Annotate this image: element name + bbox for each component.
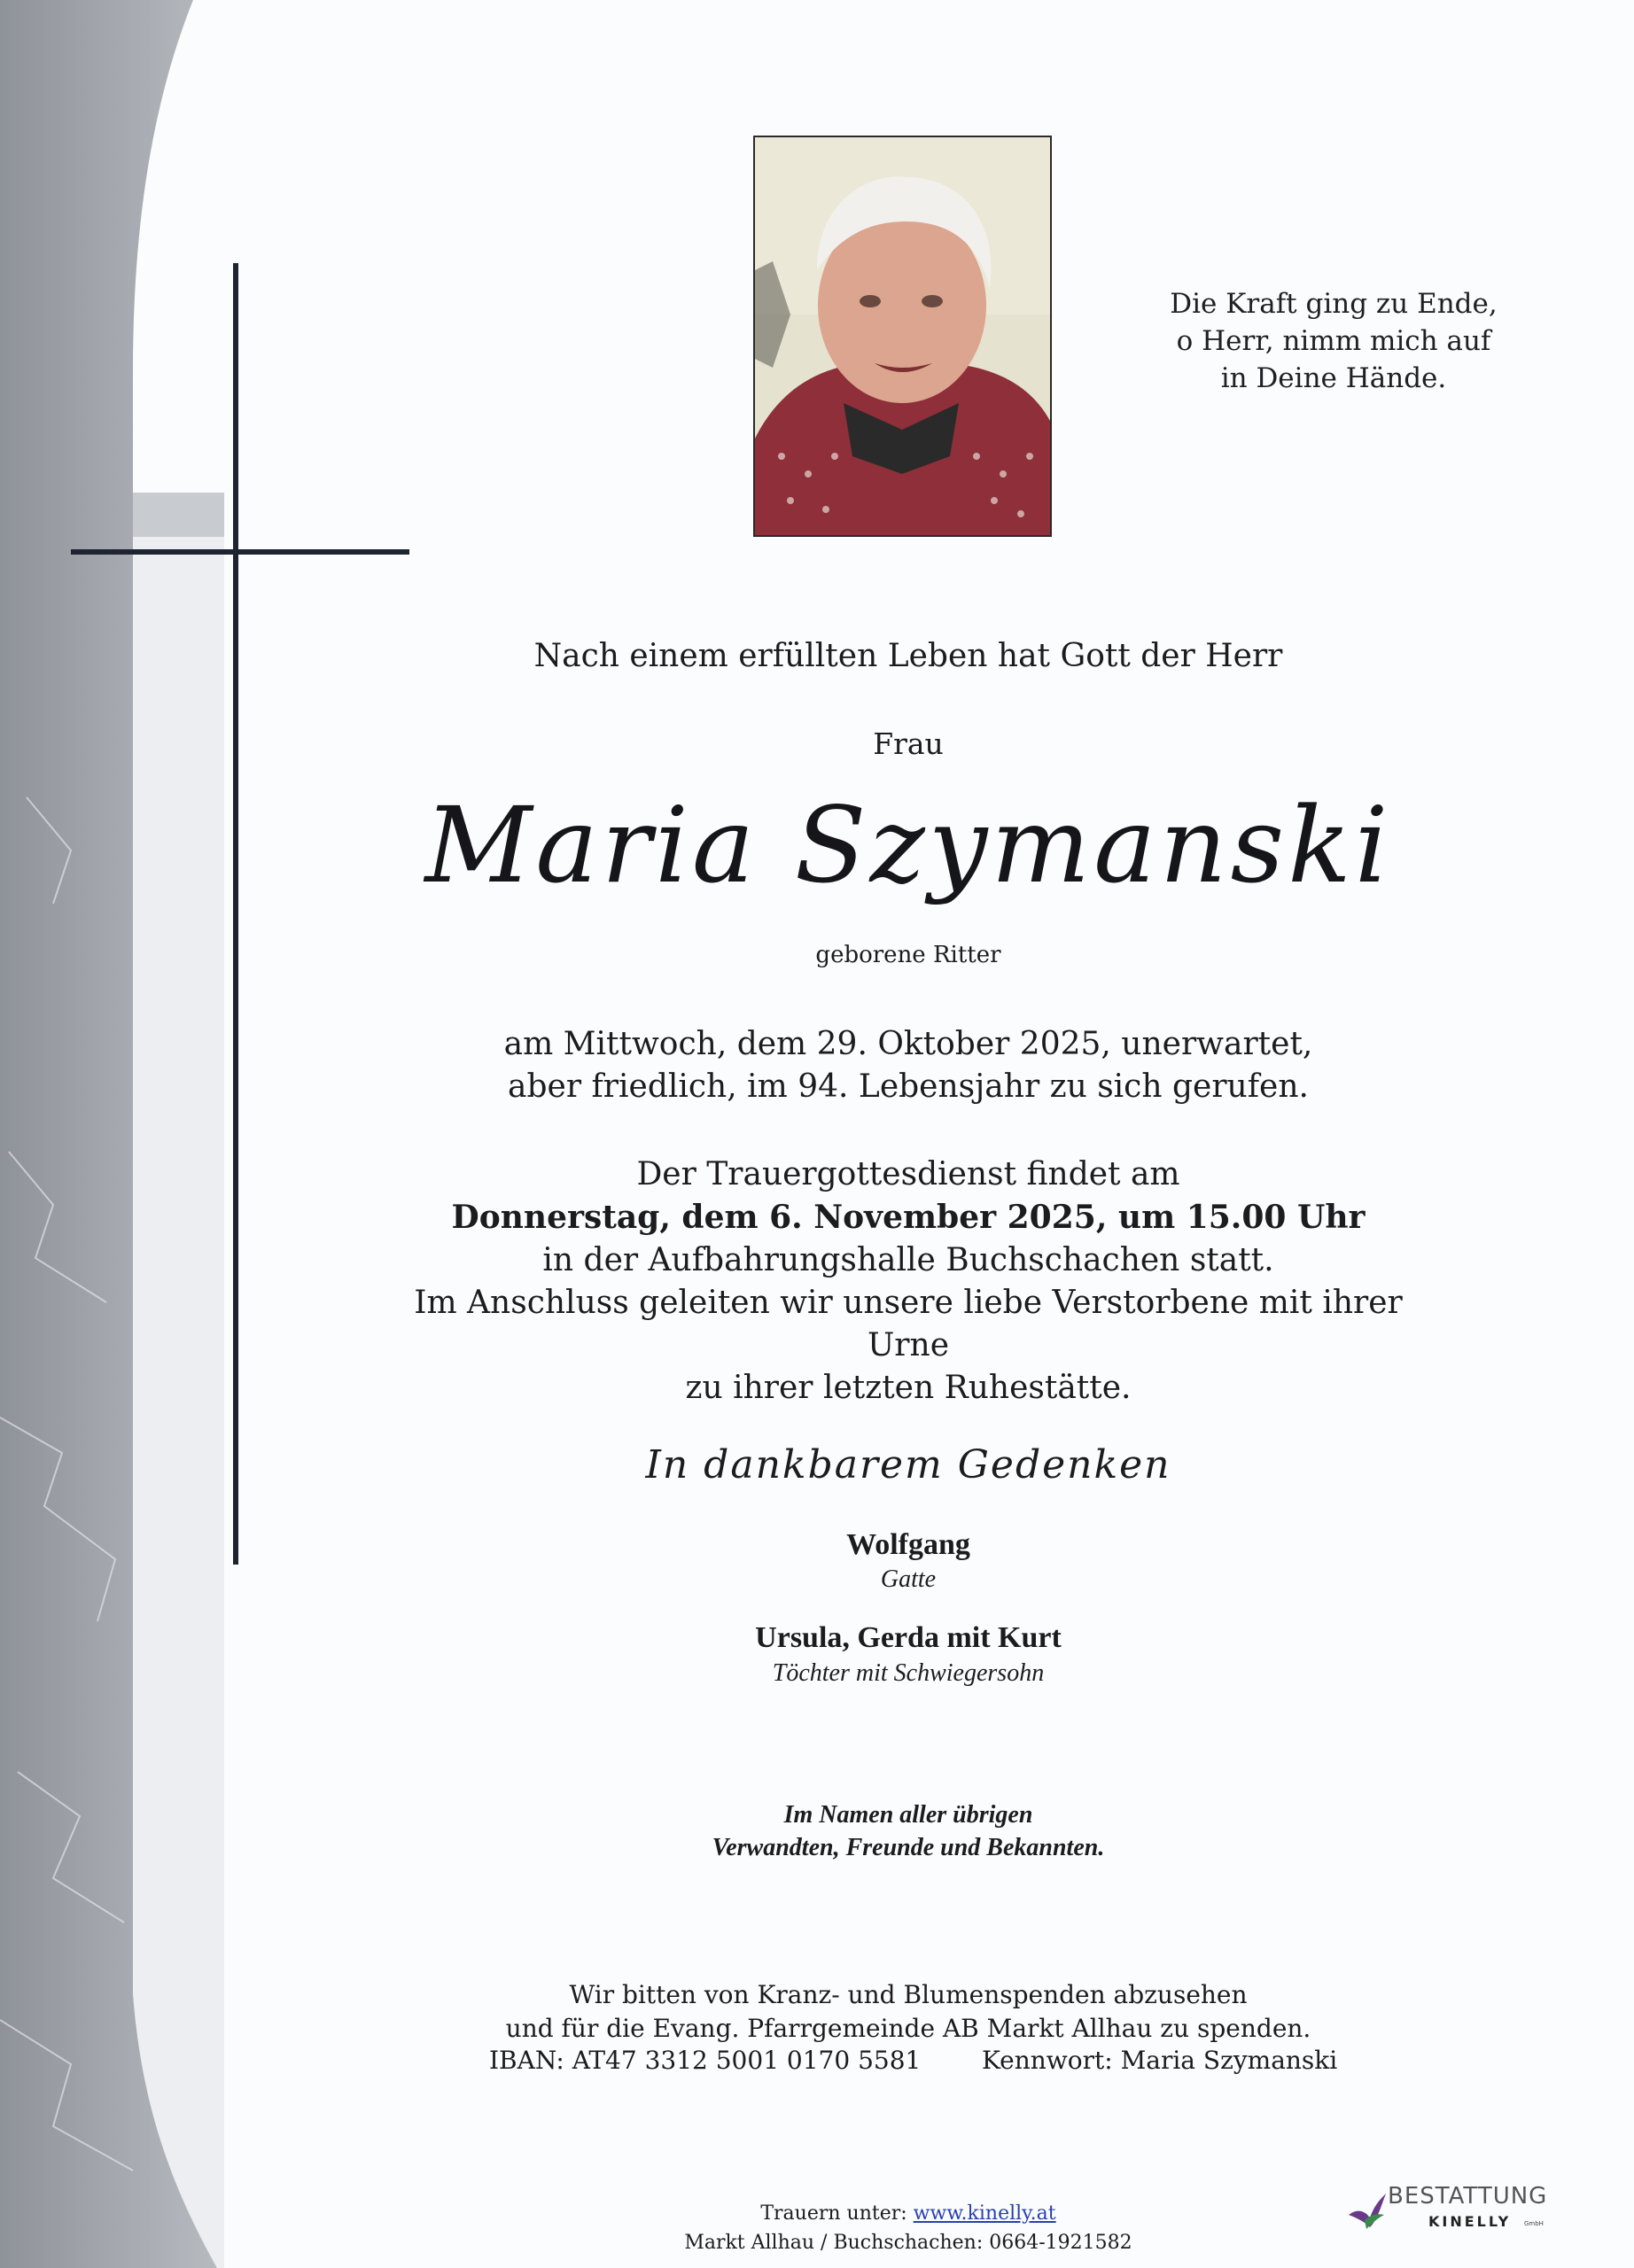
service-line: Der Trauergottesdienst findet am xyxy=(636,1156,1180,1192)
footer-link-row xyxy=(390,2199,1427,2228)
death-notice xyxy=(390,1023,1427,1108)
death-notice-line: am Mittwoch, dem 29. Oktober 2025, unerwartet, xyxy=(503,1026,1313,1062)
motto-verse xyxy=(1170,285,1498,397)
footer-address: Markt Allhau / Buchschachen: 0664-1921582 xyxy=(684,2232,1132,2254)
salutation: Frau xyxy=(873,726,944,761)
funeral-home-logo xyxy=(1347,2179,1548,2243)
mourner-name: Wolfgang xyxy=(846,1528,970,1561)
donation-request xyxy=(390,1978,1427,2046)
service-line: in der Aufbahrungshalle Buchschachen statt. xyxy=(542,1242,1274,1278)
mourner-name: Ursula, Gerda mit Kurt xyxy=(755,1621,1062,1654)
portrait-photo xyxy=(753,136,1052,537)
cross-vertical-bar xyxy=(233,263,238,1565)
footer xyxy=(390,2199,1427,2257)
other-relatives xyxy=(390,1798,1427,1864)
deceased-name: Maria Szymanski xyxy=(424,784,1392,906)
other-relatives-line: Verwandten, Freunde und Bekannten. xyxy=(712,1834,1105,1861)
kennwort: Kennwort: Maria Szymanski xyxy=(982,2046,1338,2075)
funeral-service-info xyxy=(390,1153,1427,1410)
in-memory-heading: In dankbarem Gedenken xyxy=(645,1442,1171,1487)
motto-line: in Deine Hände. xyxy=(1220,362,1447,394)
service-line: Im Anschluss geleiten wir unsere liebe Verstorbene mit ihrer Urne xyxy=(414,1285,1403,1363)
donation-line: Wir bitten von Kranz- und Blumenspenden abzusehen xyxy=(569,1980,1248,2009)
cross-horizontal-bar xyxy=(71,549,409,555)
service-date: Donnerstag, dem 6. November 2025, um 15.00 Uhr xyxy=(451,1199,1366,1236)
death-notice-line: aber friedlich, im 94. Lebensjahr zu sich gerufen. xyxy=(508,1068,1309,1105)
intro-text: Nach einem erfüllten Leben hat Gott der Herr xyxy=(533,638,1283,674)
motto-line: Die Kraft ging zu Ende, xyxy=(1170,288,1498,320)
other-relatives-line: Im Namen aller übrigen xyxy=(783,1801,1033,1829)
trauern-label: Trauern unter: xyxy=(760,2202,907,2225)
logo-line2: KINELLY xyxy=(1428,2213,1512,2230)
iban: IBAN: AT47 3312 5001 0170 5581 xyxy=(489,2046,922,2075)
logo-suffix: GmbH xyxy=(1524,2220,1544,2227)
service-line: zu ihrer letzten Ruhestätte. xyxy=(685,1370,1132,1406)
decorative-panel xyxy=(133,493,224,537)
logo-line1: BESTATTUNG xyxy=(1388,2183,1548,2210)
website-link[interactable]: www.kinelly.at xyxy=(913,2202,1056,2225)
motto-line: o Herr, nimm mich auf xyxy=(1176,325,1491,357)
mourner-role: Gatte xyxy=(880,1565,937,1593)
maiden-name: geborene Ritter xyxy=(815,942,1001,968)
donation-line: und für die Evang. Pfarrgemeinde AB Markt Allhau zu spenden. xyxy=(505,2014,1311,2043)
mourner-role: Töchter mit Schwiegersohn xyxy=(772,1659,1045,1687)
bird-logo-icon xyxy=(1347,2188,1388,2233)
